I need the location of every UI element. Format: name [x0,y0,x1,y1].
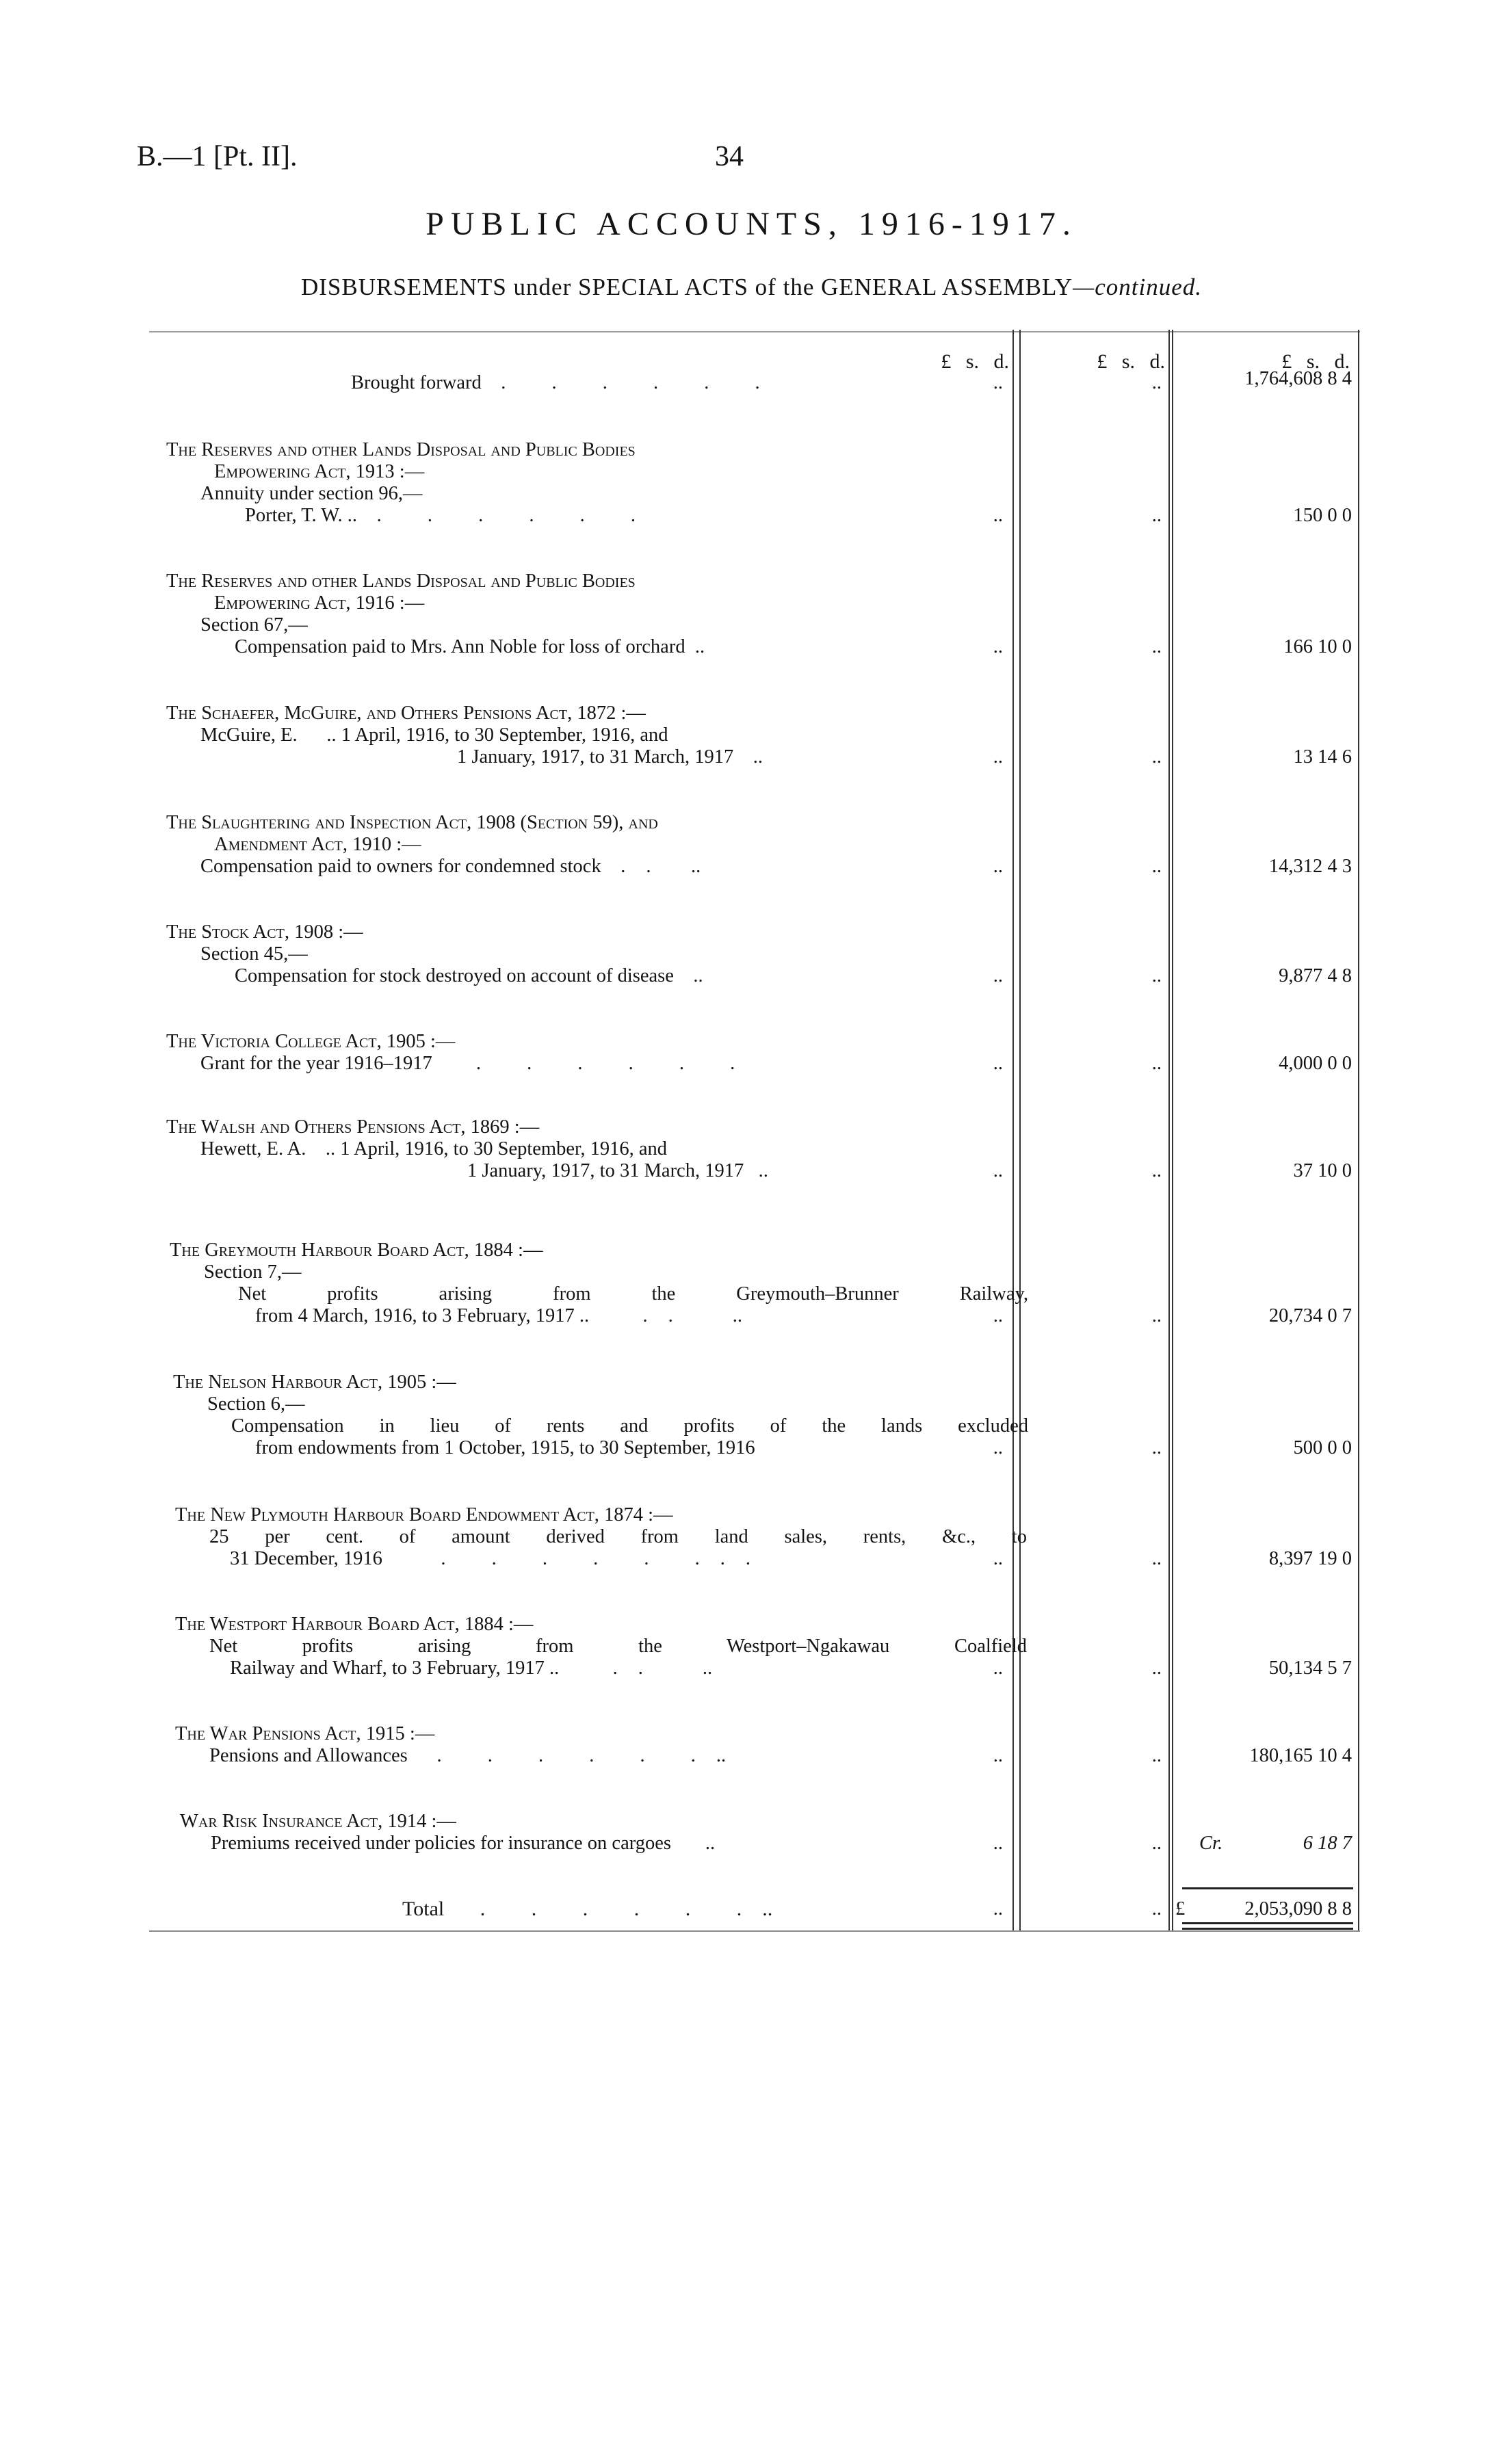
act-title: The Victoria College Act, 1905 :— [166,1031,456,1052]
leader-dots: .. [620,856,672,877]
act-title: The Westport Harbour Board Act, 1884 :— [175,1614,534,1635]
dd: .. [732,1305,742,1326]
act-title-cont: Empowering Act, 1913 :— [214,461,425,482]
total-double-rule [1182,1928,1353,1930]
dd: .. [993,1833,1003,1854]
amount: 6 18 7 [1303,1833,1352,1854]
dd: .. [702,1657,713,1679]
act-title: The Stock Act, 1908 :— [166,921,363,943]
dd: .. [705,1833,716,1854]
dd: .. [690,856,701,877]
brought-forward-amount: 1,764,608 8 4 [1244,368,1352,389]
entry-line: Net profits arising from the Westport–Ngakawau Coalfield [209,1636,1027,1657]
entry-line: 1 January, 1917, to 31 March, 1917 [467,1160,744,1181]
leader-dots: . . . . . . [376,505,656,526]
dd: .. [993,505,1003,526]
dd: .. [758,1160,768,1181]
entry-line: 1 January, 1917, to 31 March, 1917 [457,746,734,768]
column-divider [1168,330,1170,1930]
amount: 500 0 0 [1293,1437,1352,1458]
subtitle-main: DISBURSEMENTS under SPECIAL ACTS of the GENERAL ASSEMBLY [300,274,1073,300]
brought-forward-label: Brought forward [351,372,482,393]
act-title: The Greymouth Harbour Board Act, 1884 :— [170,1240,543,1261]
leader-dots: .. [612,1657,664,1679]
table-top-rule [149,331,1360,332]
dd: .. [1151,1160,1162,1181]
dd: .. [1151,1437,1162,1458]
page-title: PUBLIC ACCOUNTS, 1916-1917. [426,206,1077,242]
total-label: Total [402,1898,445,1920]
column-divider [1172,330,1173,1930]
act-title-cont: Empowering Act, 1916 :— [214,592,425,614]
dd: .. [1151,636,1162,657]
total-double-rule [1182,1922,1353,1924]
column-divider [1012,330,1014,1930]
amount: 180,165 10 4 [1249,1745,1352,1766]
entry-line: Compensation in lieu of rents and profits of the lands excluded [231,1415,1028,1437]
document-code: B.—1 [Pt. II]. [137,141,298,172]
dd: .. [993,372,1003,393]
leader-dots: . . . . . . [501,372,781,393]
entry-line: Section 67,— [200,614,308,635]
dd: .. [1151,1548,1162,1569]
page-number: 34 [715,141,744,172]
dd: .. [993,1898,1003,1919]
dd: .. [1151,1745,1162,1766]
dd: .. [693,965,703,986]
dd: .. [993,1160,1003,1181]
column-header-2: £ s. d. [1097,350,1165,373]
dd: .. [1151,505,1162,526]
dd: .. [1151,1053,1162,1074]
entry-line: .. 1 April, 1916, to 30 September, 1916, and [326,724,668,746]
table-right-border [1358,330,1359,1930]
disbursements-table [149,330,1360,1958]
dd: .. [993,965,1003,986]
column-divider [1019,330,1021,1930]
entry-line: Net profits arising from the Greymouth–Brunner Railway, [238,1283,1028,1305]
dd: .. [1151,856,1162,877]
dd: .. [762,1898,773,1920]
total-top-rule [1182,1887,1353,1889]
entry-line: .. 1 April, 1916, to 30 September, 1916, and [325,1138,667,1159]
leader-dots: .. [642,1305,694,1326]
act-title: The Nelson Harbour Act, 1905 :— [173,1372,456,1393]
dd: .. [1151,372,1162,393]
dd: .. [716,1745,727,1766]
amount: 166 10 0 [1283,636,1352,657]
amount: 20,734 0 7 [1268,1305,1352,1326]
entry-line: from 4 March, 1916, to 3 February, 1917 .. [255,1305,590,1326]
table-bottom-rule [149,1930,1360,1932]
dd: .. [1151,965,1162,986]
entry-line: Compensation paid to owners for condemned stock [200,856,601,877]
entry-line: Porter, T. W. .. [245,505,358,526]
act-title: The Reserves and other Lands Disposal and Public Bodies [166,571,636,592]
amount: 9,877 4 8 [1279,965,1352,986]
entry-line: Grant for the year 1916–1917 [200,1053,432,1074]
act-title: The Slaughtering and Inspection Act, 1908 (Section 59), and [166,812,658,833]
dd: .. [993,1548,1003,1569]
dd: .. [1151,1898,1162,1919]
entry-line: Compensation paid to Mrs. Ann Noble for loss of orchard [235,636,685,657]
entry-line: Annuity under section 96,— [200,483,423,504]
entry-line: Railway and Wharf, to 3 February, 1917 .. [230,1657,560,1679]
total-currency: £ [1175,1898,1186,1919]
act-title: The New Plymouth Harbour Board Endowment Act, 1874 :— [175,1504,673,1525]
dd: .. [694,636,705,657]
subtitle-continued: —continued. [1073,274,1203,300]
pensioner-name: McGuire, E. [200,724,298,746]
dd: .. [1151,1833,1162,1854]
act-title: The War Pensions Act, 1915 :— [175,1723,435,1744]
leader-dots: .. [720,1548,771,1569]
amount: 150 0 0 [1293,505,1352,526]
entry-line: Premiums received under policies for insurance on cargoes [211,1833,671,1854]
page-subtitle [0,274,1503,301]
act-title: The Walsh and Others Pensions Act, 1869 :— [166,1116,540,1138]
act-title-cont: Amendment Act, 1910 :— [214,834,421,855]
entry-line: Section 6,— [207,1393,305,1415]
amount: 14,312 4 3 [1268,856,1352,877]
dd: .. [993,1657,1003,1679]
dd: .. [1151,1657,1162,1679]
leader-dots: . . . . . . [475,1053,756,1074]
leader-dots: . . . . . . [441,1548,720,1569]
act-title: War Risk Insurance Act, 1914 :— [180,1811,456,1832]
column-header-3: £ s. d. [1281,350,1350,373]
entry-line: Pensions and Allowances [209,1745,408,1766]
dd: .. [1151,1305,1162,1326]
dd: .. [1151,746,1162,768]
dd: .. [993,636,1003,657]
entry-line: Section 7,— [204,1261,302,1283]
leader-dots: . . . . . . [436,1745,716,1766]
act-title: The Schaefer, McGuire, and Others Pensions Act, 1872 :— [166,703,646,724]
entry-line: from endowments from 1 October, 1915, to 30 September, 1916 [255,1437,755,1458]
entry-line: 25 per cent. of amount derived from land sales, rents, &c., to [209,1526,1027,1547]
amount: 37 10 0 [1293,1160,1352,1181]
leader-dots: . . . . . . [480,1898,763,1920]
act-title: The Reserves and other Lands Disposal and Public Bodies [166,439,636,460]
pensioner-name: Hewett, E. A. [200,1138,306,1159]
dd: .. [993,1053,1003,1074]
entry-line: Section 45,— [200,943,308,965]
amount: 8,397 19 0 [1268,1548,1352,1569]
dd: .. [993,1305,1003,1326]
amount: 50,134 5 7 [1268,1657,1352,1679]
dd: .. [993,856,1003,877]
dd: .. [993,1745,1003,1766]
amount: 13 14 6 [1293,746,1352,768]
dd: .. [993,1437,1003,1458]
column-header-1: £ s. d. [941,350,1009,373]
dd: .. [753,746,763,768]
total-amount: 2,053,090 8 8 [1244,1898,1352,1919]
credit-marker: Cr. [1199,1833,1223,1854]
entry-line: Compensation for stock destroyed on account of disease [235,965,674,986]
amount: 4,000 0 0 [1279,1053,1352,1074]
entry-line: 31 December, 1916 [230,1548,382,1569]
dd: .. [993,746,1003,768]
